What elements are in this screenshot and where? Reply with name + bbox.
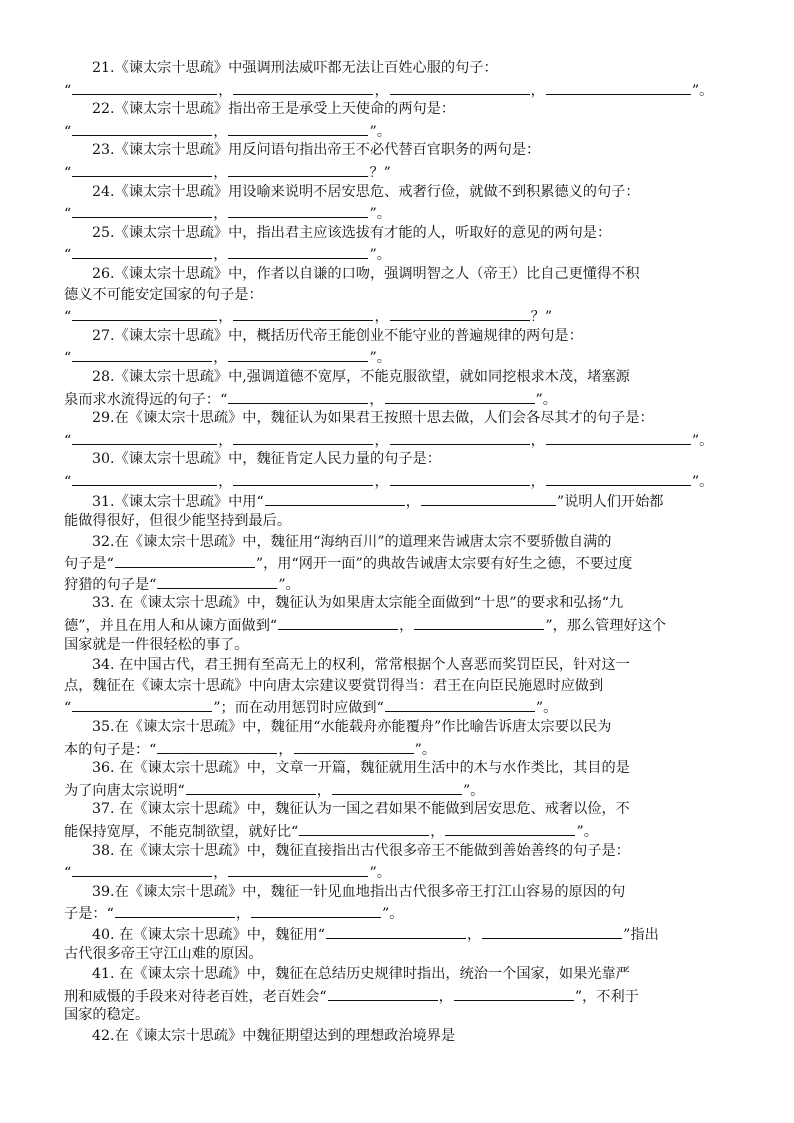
blank-36-1[interactable] — [186, 779, 316, 795]
answer-line-22: “ ， ”。 — [64, 120, 734, 141]
blank-25-1[interactable] — [72, 243, 212, 259]
blank-30-2[interactable] — [233, 470, 373, 486]
question-32-cont2: 狩猎的句子是“ ”。 — [64, 573, 734, 594]
question-29: 29.在《谏太宗十思疏》中，魏征认为如果君王按照十思去做，人们会各尽其才的句子是： — [92, 410, 654, 427]
blank-29-2[interactable] — [233, 429, 373, 445]
question-32: 32.在《谏太宗十思疏》中，魏征用“海纳百川”的道理来告诫唐太宗不要骄傲自满的 — [92, 533, 612, 550]
question-32-cont: 句子是“ ”，用“网开一面”的典故告诫唐太宗要有好生之德，不要过度 — [64, 552, 734, 573]
question-24: 24.《谏太宗十思疏》用设喻来说明不居安思危、戒奢行俭，就做不到积累德义的句子： — [92, 183, 640, 200]
blank-27-1[interactable] — [72, 346, 212, 362]
blank-28-2[interactable] — [385, 388, 535, 404]
blank-35-2[interactable] — [294, 738, 414, 754]
blank-29-3[interactable] — [390, 429, 530, 445]
blank-26-3[interactable] — [390, 305, 530, 321]
answer-line-27: “ ， ”。 — [64, 346, 734, 367]
worksheet-page — [64, 58, 734, 1047]
answer-line-30: “ ， ， ， ”。 — [64, 470, 734, 491]
blank-25-2[interactable] — [228, 243, 368, 259]
answer-line-26: “ ， ， ？” — [64, 305, 734, 326]
question-21: 21.《谏太宗十思疏》中强调刑法威吓都无法让百姓心服的句子： — [92, 60, 498, 76]
blank-32-2[interactable] — [157, 573, 277, 589]
blank-21-1[interactable] — [72, 79, 217, 95]
question-33: 33. 在《谏太宗十思疏》中，魏征认为如果唐太宗能全面做到“十思”的要求和弘扬“九 — [92, 595, 624, 612]
blank-29-4[interactable] — [546, 429, 691, 445]
blank-41-1[interactable] — [328, 985, 438, 1001]
question-38: 38. 在《谏太宗十思疏》中，魏征直接指出古代很多帝王不能做到善始善终的句子是： — [92, 842, 630, 859]
blank-21-2[interactable] — [233, 79, 373, 95]
question-26: 26.《谏太宗十思疏》中，作者以自谦的口吻，强调明智之人（帝王）比自己更懂得不积 — [92, 265, 640, 282]
blank-40-2[interactable] — [482, 923, 622, 939]
blank-38-2[interactable] — [228, 861, 368, 877]
blank-22-2[interactable] — [228, 120, 368, 136]
question-23: 23.《谏太宗十思疏》用反问语句指出帝王不必代替百官职务的两句是： — [92, 142, 541, 159]
blank-33-2[interactable] — [414, 614, 544, 630]
blank-21-3[interactable] — [390, 79, 530, 95]
question-27: 27.《谏太宗十思疏》中，概括历代帝王能创业不能守业的普遍规律的两句是： — [92, 327, 583, 344]
question-34-cont: 点，魏征在《谏太宗十思疏》中向唐太宗建议要赏罚得当：君王在向臣民施恩时应做到 — [64, 677, 604, 694]
question-25: 25.《谏太宗十思疏》中，指出君主应该选拔有才能的人，听取好的意见的两句是： — [92, 224, 612, 241]
blank-31-2[interactable] — [421, 490, 556, 506]
question-37: 37. 在《谏太宗十思疏》中，魏征认为一国之君如果不能做到居安思危、戒奢以俭，不 — [92, 801, 630, 818]
question-22: 22.《谏太宗十思疏》指出帝王是承受上天使命的两句是： — [92, 101, 456, 118]
blank-24-1[interactable] — [72, 202, 212, 218]
blank-26-2[interactable] — [233, 305, 373, 321]
question-35-cont: 本的句子是：“ ， ”。 — [64, 738, 734, 759]
answer-line-24: “ ， ”。 — [64, 202, 734, 223]
answer-line-28: 泉而求水流得远的句子：“ ， ”。 — [64, 388, 734, 409]
blank-32-1[interactable] — [115, 552, 255, 568]
blank-29-1[interactable] — [72, 429, 217, 445]
question-39-cont: 子是：“ ， ”。 — [64, 902, 734, 923]
blank-23-2[interactable] — [228, 161, 368, 177]
question-42: 42.在《谏太宗十思疏》中魏征期望达到的理想政治境界是 — [92, 1027, 456, 1044]
blank-30-3[interactable] — [390, 470, 530, 486]
blank-31-1[interactable] — [265, 490, 405, 506]
question-40-cont: 古代很多帝王守江山难的原因。 — [64, 945, 263, 962]
blank-37-1[interactable] — [299, 820, 429, 836]
question-36: 36. 在《谏太宗十思疏》中，文章一开篇，魏征就用生活中的木与水作类比，其目的是 — [92, 760, 630, 777]
question-40: 40. 在《谏太宗十思疏》中，魏征用“ ， ”指出 — [64, 923, 734, 944]
question-31: 31.《谏太宗十思疏》中用“ ， ”说明人们开始都 — [64, 490, 734, 511]
question-41: 41. 在《谏太宗十思疏》中，魏征在总结历史规律时指出，统治一个国家，如果光靠严 — [92, 966, 630, 983]
blank-34-2[interactable] — [385, 696, 535, 712]
blank-33-1[interactable] — [278, 614, 398, 630]
blank-26-1[interactable] — [72, 305, 217, 321]
question-39: 39.在《谏太宗十思疏》中，魏征一针见血地指出古代很多帝王打江山容易的原因的句 — [92, 883, 626, 900]
answer-line-29: “ ， ， ， ”。 — [64, 429, 734, 450]
blank-21-4[interactable] — [546, 79, 691, 95]
answer-line-21: “ ， ， ， ”。 — [64, 79, 734, 100]
question-26-cont: 德义不可能安定国家的句子是： — [64, 286, 263, 303]
question-28: 28.《谏太宗十思疏》中,强调道德不宽厚，不能克服欲望，就如同挖根求木茂，堵塞源 — [92, 368, 630, 385]
question-41-cont2: 国家的稳定。 — [64, 1007, 150, 1024]
blank-39-2[interactable] — [251, 902, 381, 918]
blank-30-1[interactable] — [72, 470, 217, 486]
blank-30-4[interactable] — [546, 470, 691, 486]
question-41-cont: 刑和威慑的手段来对待老百姓，老百姓会“ ， ”，不利于 — [64, 985, 734, 1006]
blank-39-1[interactable] — [115, 902, 235, 918]
blank-41-2[interactable] — [454, 985, 574, 1001]
answer-line-25: “ ， ”。 — [64, 243, 734, 264]
answer-line-38: “ ， ”。 — [64, 861, 734, 882]
blank-35-1[interactable] — [157, 738, 277, 754]
question-36-cont: 为了向唐太宗说明“ ， ”。 — [64, 779, 734, 800]
question-33-cont: 德”，并且在用人和从谏方面做到“ ， ”，那么管理好这个 — [64, 614, 734, 635]
question-34-cont2: “ ”；而在动用惩罚时应做到“ ”。 — [64, 696, 734, 717]
blank-23-1[interactable] — [72, 161, 212, 177]
blank-38-1[interactable] — [72, 861, 212, 877]
question-37-cont: 能保持宽厚，不能克制欲望，就好比“ ， ”。 — [64, 820, 734, 841]
answer-line-23: “ ， ？” — [64, 161, 734, 182]
blank-36-2[interactable] — [332, 779, 462, 795]
blank-37-2[interactable] — [445, 820, 575, 836]
question-30: 30.《谏太宗十思疏》中，魏征肯定人民力量的句子是： — [92, 451, 441, 468]
blank-24-2[interactable] — [228, 202, 368, 218]
blank-40-1[interactable] — [326, 923, 466, 939]
question-33-cont2: 国家就是一件很轻松的事了。 — [64, 636, 249, 653]
question-34: 34. 在中国古代，君王拥有至高无上的权利，常常根据个人喜恶而奖罚臣民，针对这一 — [92, 657, 630, 674]
blank-27-2[interactable] — [228, 346, 368, 362]
blank-28-1[interactable] — [228, 388, 368, 404]
question-31-cont: 能做得很好，但很少能坚持到最后。 — [64, 513, 292, 530]
blank-22-1[interactable] — [72, 120, 212, 136]
blank-34-1[interactable] — [72, 696, 212, 712]
question-35: 35.在《谏太宗十思疏》中，魏征用“水能载舟亦能覆舟”作比喻告诉唐太宗要以民为 — [92, 719, 612, 735]
